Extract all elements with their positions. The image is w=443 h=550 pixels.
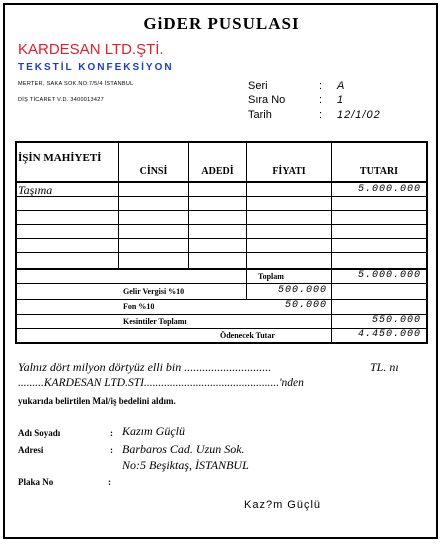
toplam-label: Toplam	[258, 272, 284, 281]
kesintiler-label: Kesintiler Toplamı	[123, 317, 187, 326]
currency-suffix: TL. nı	[370, 360, 399, 374]
odenecek-value: 4.450.000	[357, 329, 421, 340]
company-name: KARDESAN LTD.ŞTİ.	[18, 41, 164, 58]
company-tax-number: DİŞ TİCARET V.D. 3400013427	[18, 97, 104, 103]
payer-line: .........KARDESAN LTD.STI...............................................'nden	[18, 377, 304, 389]
tarih-colon: :	[319, 109, 323, 121]
name-colon: :	[110, 428, 113, 438]
amount-in-words: Yalnız dört milyon dörtyüz elli bin .............................	[18, 360, 272, 374]
header-mahiyet: İŞİN MAHİYETİ	[18, 152, 102, 164]
tarih-value: 12/1/02	[337, 109, 381, 121]
seri-value: A	[337, 80, 346, 92]
signature: Kaz?m Güçlü	[244, 499, 322, 511]
company-address: MERTER, SAKA SOK.NO:7/5/4 İSTANBUL	[18, 81, 134, 87]
seri-colon: :	[319, 80, 323, 92]
sira-no-label: Sıra No	[248, 94, 286, 106]
seri-label: Seri	[248, 80, 268, 92]
document-title: GiDER PUSULASI	[143, 14, 300, 33]
address-colon: :	[110, 445, 113, 455]
address-line-2: No:5 Beşiktaş, İSTANBUL	[122, 458, 249, 472]
plate-label: Plaka No	[18, 477, 54, 487]
kesintiler-value: 550.000	[371, 315, 421, 326]
expense-table	[15, 141, 428, 344]
odenecek-label: Ödenecek Tutar	[220, 331, 275, 340]
header-cins: CİNSİ	[139, 166, 168, 177]
row-amount: 5.000.000	[357, 184, 421, 195]
header-adet: ADEDİ	[201, 166, 234, 177]
name-label: Adı Soyadı	[18, 428, 61, 438]
address-line-1: Barbaros Cad. Uzun Sok.	[122, 442, 245, 456]
plate-colon: :	[108, 477, 111, 487]
receipt-statement: yukarıda belirtilen Mal/iş bedelini aldım.	[18, 396, 176, 406]
sira-no-colon: :	[319, 94, 323, 106]
company-subtitle: TEKSTİL KONFEKSİYON	[18, 62, 174, 73]
tarih-label: Tarih	[248, 109, 272, 121]
toplam-value: 5.000.000	[357, 270, 421, 281]
gelir-vergisi-value: 500.000	[277, 285, 327, 296]
address-label: Adresi	[18, 445, 44, 455]
header-fiyat: FİYATI	[272, 166, 306, 177]
header-tutar: TUTARI	[359, 166, 399, 177]
sira-no-value: 1	[337, 94, 345, 106]
fon-label: Fon %10	[123, 302, 155, 311]
fon-value: 50.000	[284, 300, 327, 311]
row-description: Taşıma	[18, 183, 53, 197]
name-value: Kazım Güçlü	[122, 424, 185, 438]
gelir-vergisi-label: Gelir Vergisi %10	[123, 287, 185, 296]
